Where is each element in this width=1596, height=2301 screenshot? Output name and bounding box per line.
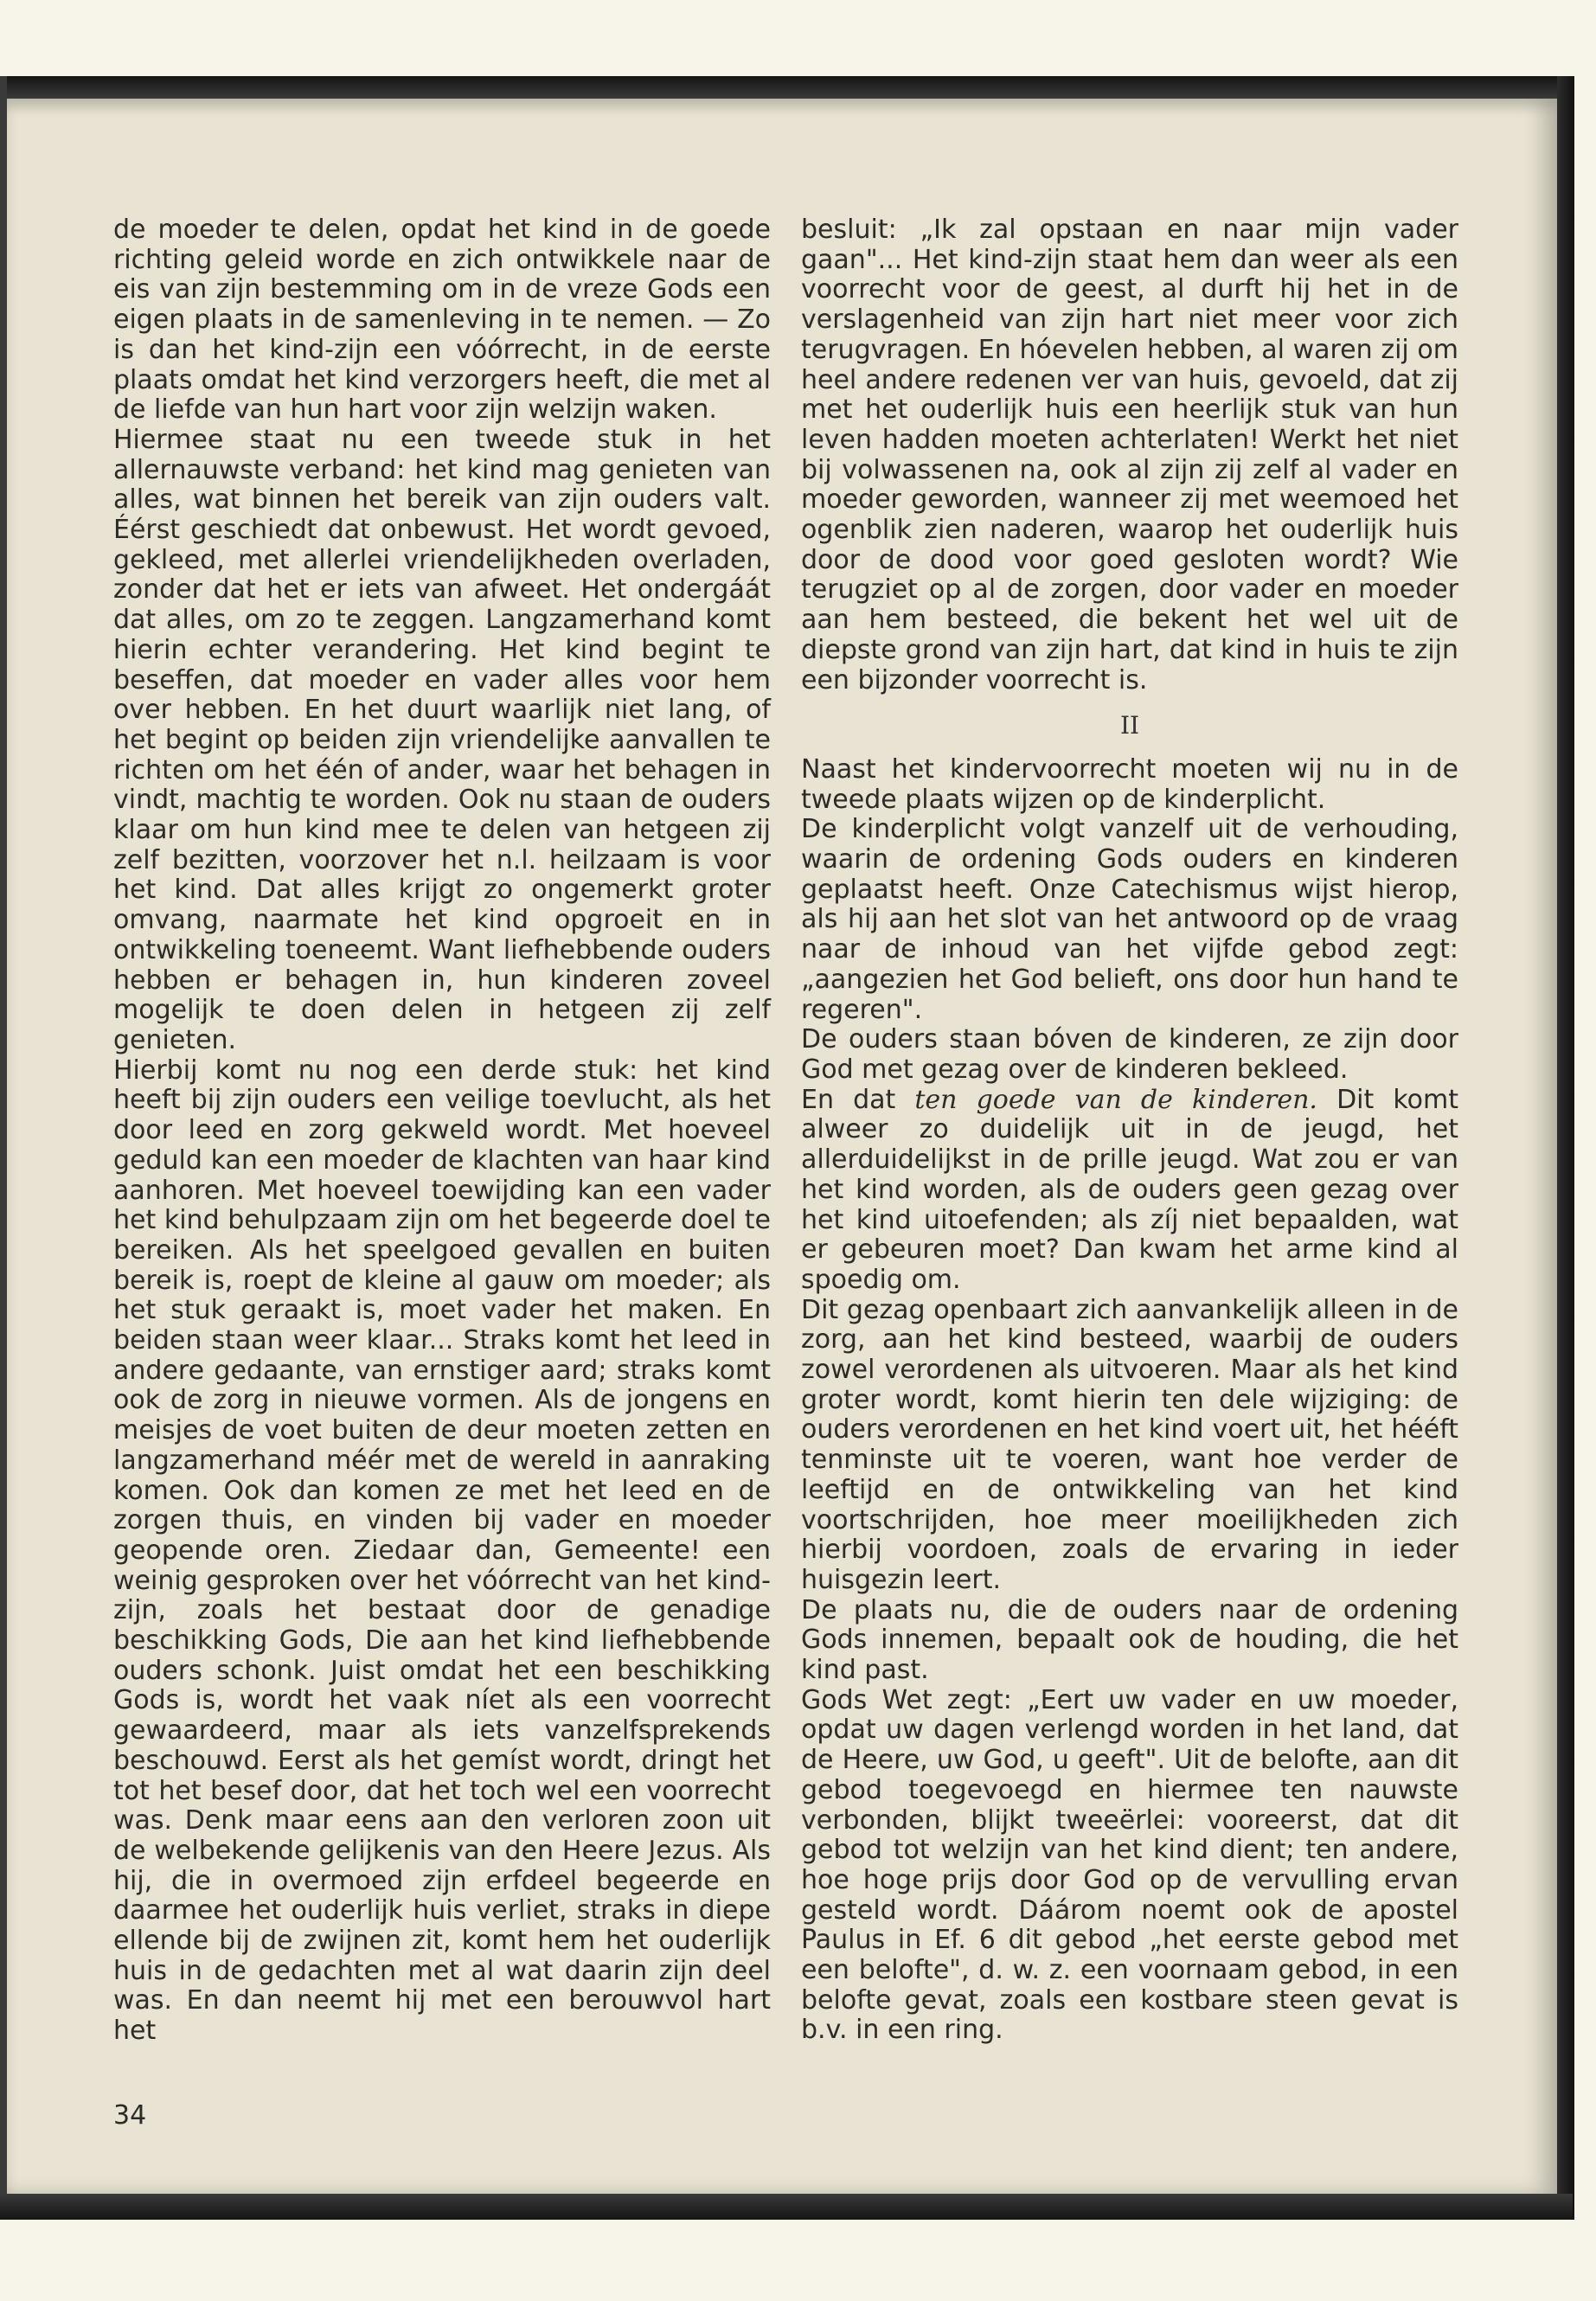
emphasis-italic: ten goede van de kinderen. [914, 1084, 1317, 1115]
scan-border-right [1557, 76, 1574, 2220]
right-column [801, 215, 1458, 2046]
scan-border-bottom [0, 2194, 1573, 2220]
left-paragraph-3: Hierbij komt nu nog een derde stuk: het kind heeft bij zijn ouders een veilige toevlucht, als het door leed en zorg gekweld wordt. Met hoeveel geduld kan een moeder de klachten van haar kind aanhoren. Met hoeveel toewijding kan een vader het kind behulpzaam zijn om het begeerde doel te bereiken. Als het speelgoed gevallen en buiten bereik is, roept de kleine al gauw om moeder; als het stuk geraakt is, moet vader het maken. En beiden staan weer klaar... Straks komt het leed in andere gedaante, van ernstiger aard; straks komt ook de zorg in nieuwe vormen. Als de jongens en meisjes de voet buiten de deur moeten zetten en langzamerhand méér met de wereld in aanraking komen. Ook dan komen ze met het leed en de zorgen thuis, en vinden bij vader en moeder geopende oren. Ziedaar dan, Gemeente! een weinig gesproken over het vóórrecht van het kind-zijn, zoals het bestaat door de genadige beschikking Gods, Die aan het kind liefhebbende ouders schonk. Juist omdat het een beschikking Gods is, wordt het vaak níet als een voorrecht gewaardeerd, maar als iets vanzelfsprekends beschouwd. Eerst als het gemíst wordt, dringt het tot het besef door, dat het toch wel een voorrecht was. Denk maar eens aan den verloren zoon uit de welbekende gelijkenis van den Heere Jezus. Als hij, die in overmoed zijn erfdeel begeerde en daarmee het ouderlijk huis verliet, straks in diepe ellende bij de zwijnen zit, komt hem het ouderlijk huis in de gedachten met al wat daarin zijn deel was. En dan neemt hij met een berouwvol hart het [113, 1054, 771, 2047]
scan-border-top [0, 76, 1573, 99]
right-paragraph-2: Naast het kindervoorrecht moeten wij nu in de tweede plaats wijzen op de kinderplicht. [801, 753, 1458, 815]
left-paragraph-1: de moeder te delen, opdat het kind in de goede richting geleid worde en zich ontwikkele naar de eis van zijn bestemming om in de vreze Gods een eigen plaats in de samenleving in te nemen. — Zo is dan het kind-zijn een vóórrecht, in de eerste plaats omdat het kind verzorgers heeft, die met al de liefde van hun hart voor zijn welzijn waken. [113, 215, 771, 426]
emphasis-intro: En dat [801, 1084, 915, 1115]
right-paragraph-6: Dit gezag openbaart zich aanvankelijk alleen in de zorg, aan het kind besteed, waarbij de ouders zowel verordenen als uitvoeren. Maar als het kind groter wordt, komt hierin ten dele wijziging: de ouders verordenen en het kind voert uit, het hééft tenminste uit te voeren, want hoe verder de leeftijd en de ontwikkeling van het kind voortschrijden, hoe meer moeilijkheden zich hierbij voordoen, zoals de ervaring in ieder huisgezin leert. [801, 1294, 1458, 1595]
right-paragraph-5 [801, 1086, 1458, 1296]
section-numeral: II [1119, 711, 1140, 740]
left-paragraph-2: Hiermee staat nu een tweede stuk in het allernauwste verband: het kind mag genieten van alles, wat binnen het bereik van zijn ouders valt. Éérst geschiedt dat onbewust. Het wordt gevoed, gekleed, met allerlei vriendelijkheden overladen, zonder dat het er iets van afweet. Het ondergáát dat alles, om zo te zeggen. Langzamerhand komt hierin echter verandering. Het kind begint te beseffen, dat moeder en vader alles voor hem over hebben. En het duurt waarlijk niet lang, of het begint op beiden zijn vriendelijke aanvallen te richten om het één of ander, waar het behagen in vindt, machtig te worden. Ook nu staan de ouders klaar om hun kind mee te delen van hetgeen zij zelf bezitten, voorzover het n.l. heilzaam is voor het kind. Dat alles krijgt zo ongemerkt groter omvang, naarmate het kind opgroeit en in ontwikkeling toeneemt. Want liefhebbende ouders hebben er behagen in, hun kinderen zoveel mogelijk te doen delen in hetgeen zij zelf genieten. [113, 424, 771, 1055]
right-paragraph-3: De kinderplicht volgt vanzelf uit de verhouding, waarin de ordening Gods ouders en kinderen geplaatst heeft. Onze Catechismus wijst hierop, als hij aan het slot van het antwoord op de vraag naar de inhoud van het vijfde gebod zegt: „aangezien het God belieft, ons door hun hand te regeren". [801, 814, 1458, 1025]
left-column [113, 215, 771, 2047]
page-number: 34 [113, 2100, 147, 2131]
right-paragraph-8: Gods Wet zegt: „Eert uw vader en uw moeder, opdat uw dagen verlengd worden in het land, dat de Heere, uw God, u geeft". Uit de belofte, aan dit gebod toegevoegd en hiermee ten nauwste verbonden, blijkt tweeërlei: vooreerst, dat dit gebod tot welzijn van het kind dient; ten andere, hoe hoge prijs door God op de vervulling ervan gesteld wordt. Dáárom noemt ook de apostel Paulus in Ef. 6 dit gebod „het eerste gebod met een belofte", d. w. z. een voornaam gebod, in een belofte gevat, zoals een kostbare steen gevat is b.v. in een ring. [801, 1684, 1458, 2046]
right-paragraph-7: De plaats nu, die de ouders naar de ordening Gods innemen, bepaalt ook de houding, die het kind past. [801, 1594, 1458, 1686]
right-paragraph-1: besluit: „Ik zal opstaan en naar mijn vader gaan"... Het kind-zijn staat hem dan weer als een voorrecht voor de geest, al durft hij het in de verslagenheid van zijn hart niet meer voor zich terugvragen. En hóevelen hebben, al waren zij om heel andere redenen ver van huis, gevoeld, dat zij met het ouderlijk huis een heerlijk stuk van hun leven hadden moeten achterlaten! Werkt het niet bij volwassenen na, ook al zijn zij zelf al vader en moeder geworden, wanneer zij met weemoed het ogenblik zien naderen, waarop het ouderlijk huis door de dood voor goed gesloten wordt? Wie terugziet op al de zorgen, door vader en moeder aan hem besteed, die bekent het wel uit de diepste grond van zijn hart, dat kind in huis te zijn een bijzonder voorrecht is. [801, 215, 1458, 695]
emphasis-rest: Dit komt alweer zo duidelijk uit in de jeugd, het allerduidelijkst in de prille jeugd. Wat zou er van het kind worden, als de ouders geen gezag over het kind uitoefenden; als zíj niet bepaalden, wat er gebeuren moet? Dan kwam het arme kind al spoedig om. [801, 1084, 1459, 1295]
scan-border-left [0, 76, 7, 2220]
right-paragraph-4: De ouders staan bóven de kinderen, ze zijn door God met gezag over de kinderen bekleed. [801, 1024, 1458, 1085]
scanned-page [7, 99, 1557, 2194]
